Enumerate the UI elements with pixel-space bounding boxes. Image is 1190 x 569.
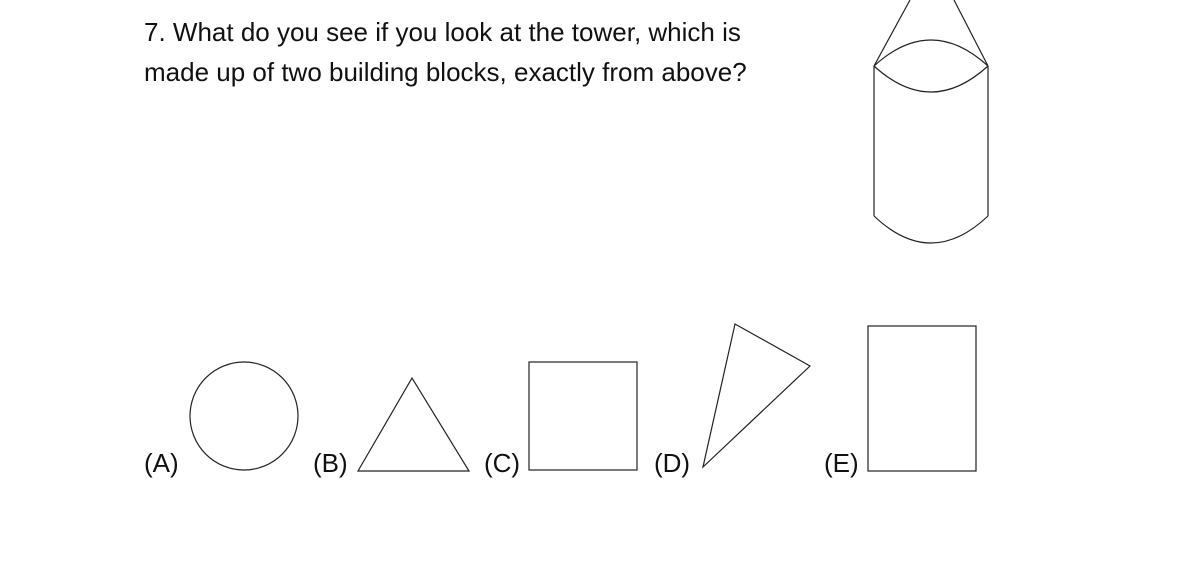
question-line-2: made up of two building blocks, exactly from above? — [144, 57, 747, 87]
option-b-label[interactable]: (B) — [313, 448, 348, 478]
option-b-triangle[interactable] — [356, 376, 472, 474]
option-c-square[interactable] — [527, 360, 641, 474]
cylinder-shape — [874, 40, 988, 243]
tower-figure — [866, 0, 996, 260]
option-a-label[interactable]: (A) — [144, 448, 179, 478]
question-text — [144, 12, 844, 92]
option-a-circle[interactable] — [188, 360, 302, 474]
option-d-label[interactable]: (D) — [654, 448, 691, 478]
option-d-narrow-triangle[interactable] — [700, 320, 814, 470]
option-e-label[interactable]: (E) — [824, 448, 859, 478]
option-e-rectangle[interactable] — [866, 324, 980, 474]
cone-shape — [874, 0, 988, 66]
question-line-1: 7. What do you see if you look at the tower, which is — [144, 17, 741, 47]
option-c-label[interactable]: (C) — [484, 448, 521, 478]
